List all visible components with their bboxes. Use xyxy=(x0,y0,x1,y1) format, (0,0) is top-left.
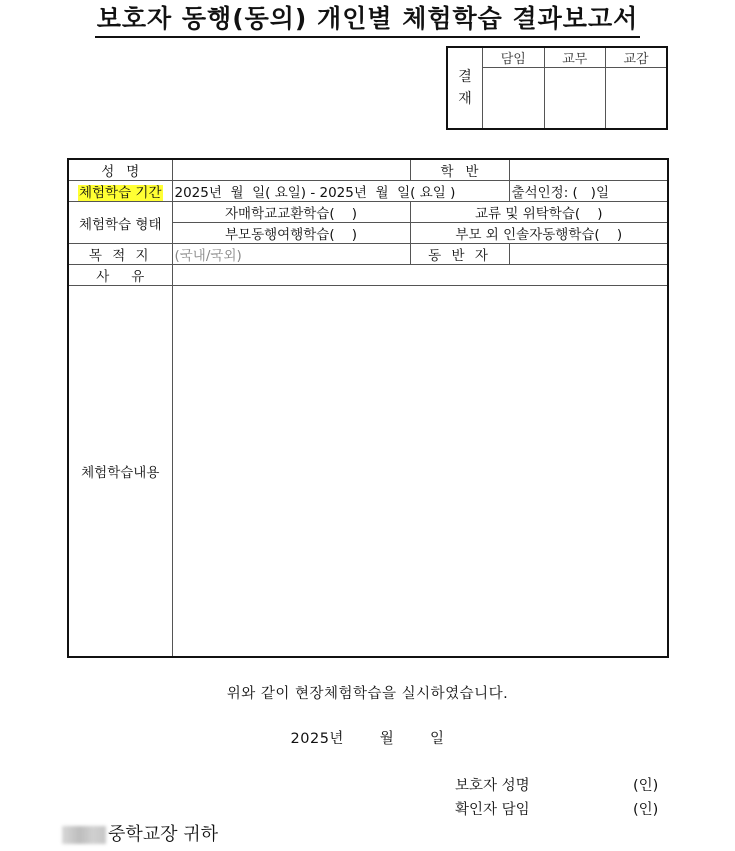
school-addressee xyxy=(62,820,218,846)
period-field[interactable]: 2025년 월 일( 요일) - 2025년 월 일( 요일 ) xyxy=(172,181,509,202)
approval-sign-homeroom[interactable] xyxy=(483,68,545,130)
type-option-exchange[interactable]: 교류 및 위탁학습( ) xyxy=(410,202,668,223)
name-field[interactable] xyxy=(172,159,410,181)
attendance-field[interactable]: 출석인정: ( )일 xyxy=(509,181,668,202)
class-label: 학반 xyxy=(410,159,509,181)
type-label: 체험학습 형태 xyxy=(68,202,172,244)
report-form xyxy=(67,158,669,658)
approval-sign-vice-principal[interactable] xyxy=(606,68,668,130)
destination-label: 목 적 지 xyxy=(68,244,172,265)
report-date: 2025년 월 일 xyxy=(290,731,445,747)
type-option-sister-school[interactable]: 자매학교교환학습( ) xyxy=(172,202,410,223)
approval-sign-academic[interactable] xyxy=(544,68,606,130)
approval-header-vice-principal: 교감 xyxy=(606,47,668,68)
period-label: 체험학습 기간 xyxy=(68,181,172,202)
type-option-other-guardian[interactable]: 부모 외 인솔자동행학습( ) xyxy=(410,223,668,244)
content-label: 체험학습내용 xyxy=(68,286,172,658)
reason-field[interactable] xyxy=(172,265,668,286)
class-field[interactable] xyxy=(509,159,668,181)
approval-box xyxy=(446,46,668,130)
guardian-seal[interactable]: (인) xyxy=(633,778,659,794)
teacher-label: 확인자 담임 xyxy=(455,802,530,818)
redacted-school-name xyxy=(62,826,106,844)
document-title xyxy=(0,2,735,38)
destination-field[interactable]: (국내/국외) xyxy=(172,244,410,265)
statement-text: 위와 같이 현장체험학습을 실시하였습니다. xyxy=(226,686,509,702)
document-title-text: 보호자 동행(동의) 개인별 체험학습 결과보고서 xyxy=(95,2,641,38)
reason-label: 사유 xyxy=(68,265,172,286)
content-field[interactable] xyxy=(172,286,668,658)
companion-label: 동 반 자 xyxy=(410,244,509,265)
approval-header-homeroom: 담임 xyxy=(483,47,545,68)
teacher-seal[interactable]: (인) xyxy=(633,802,659,818)
school-addressee-text: 중학교장 귀하 xyxy=(108,824,219,845)
type-option-parent-travel[interactable]: 부모동행여행학습( ) xyxy=(172,223,410,244)
guardian-label: 보호자 성명 xyxy=(455,778,530,794)
name-label: 성명 xyxy=(68,159,172,181)
approval-header-academic: 교무 xyxy=(544,47,606,68)
approval-label: 결 재 xyxy=(447,47,483,129)
companion-field[interactable] xyxy=(509,244,668,265)
